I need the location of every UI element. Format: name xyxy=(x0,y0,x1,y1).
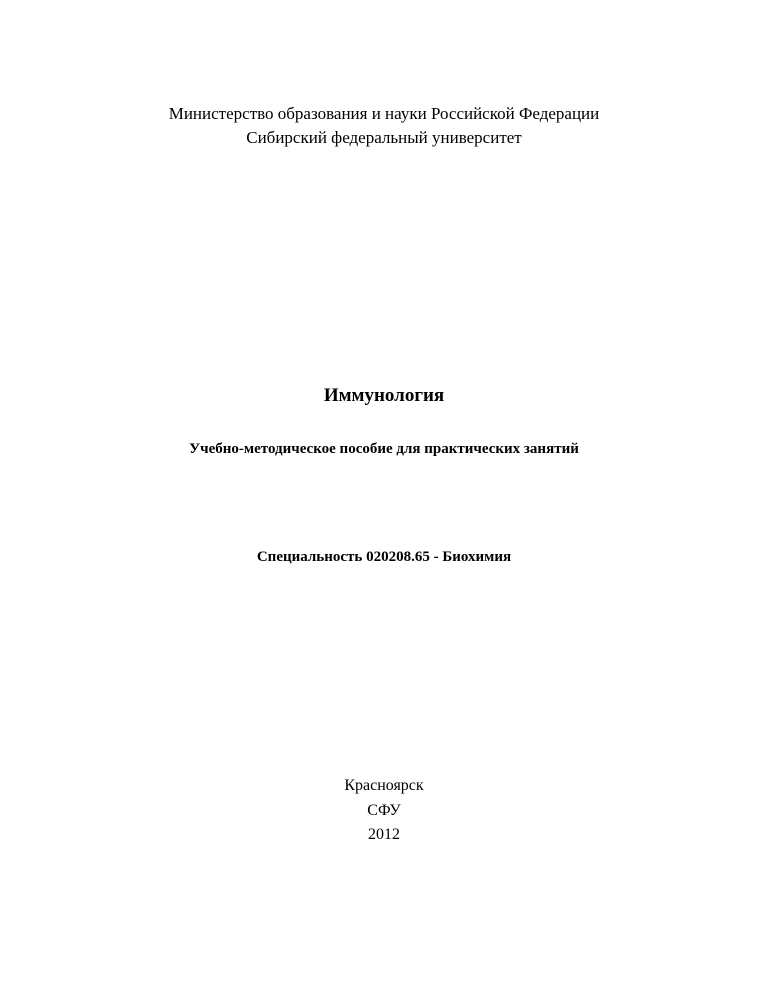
imprint-city: Красноярск xyxy=(344,777,424,794)
imprint-publisher: СФУ xyxy=(367,802,401,819)
imprint-year: 2012 xyxy=(368,826,400,843)
document-title: Иммунология xyxy=(323,385,445,406)
university-line: Сибирский федеральный университет xyxy=(246,128,522,147)
specialty-line: Специальность 020208.65 - Биохимия xyxy=(256,549,512,565)
ministry-line: Министерство образования и науки Российской Федерации xyxy=(168,104,600,123)
document-subtitle: Учебно-методическое пособие для практических занятий xyxy=(189,441,579,457)
